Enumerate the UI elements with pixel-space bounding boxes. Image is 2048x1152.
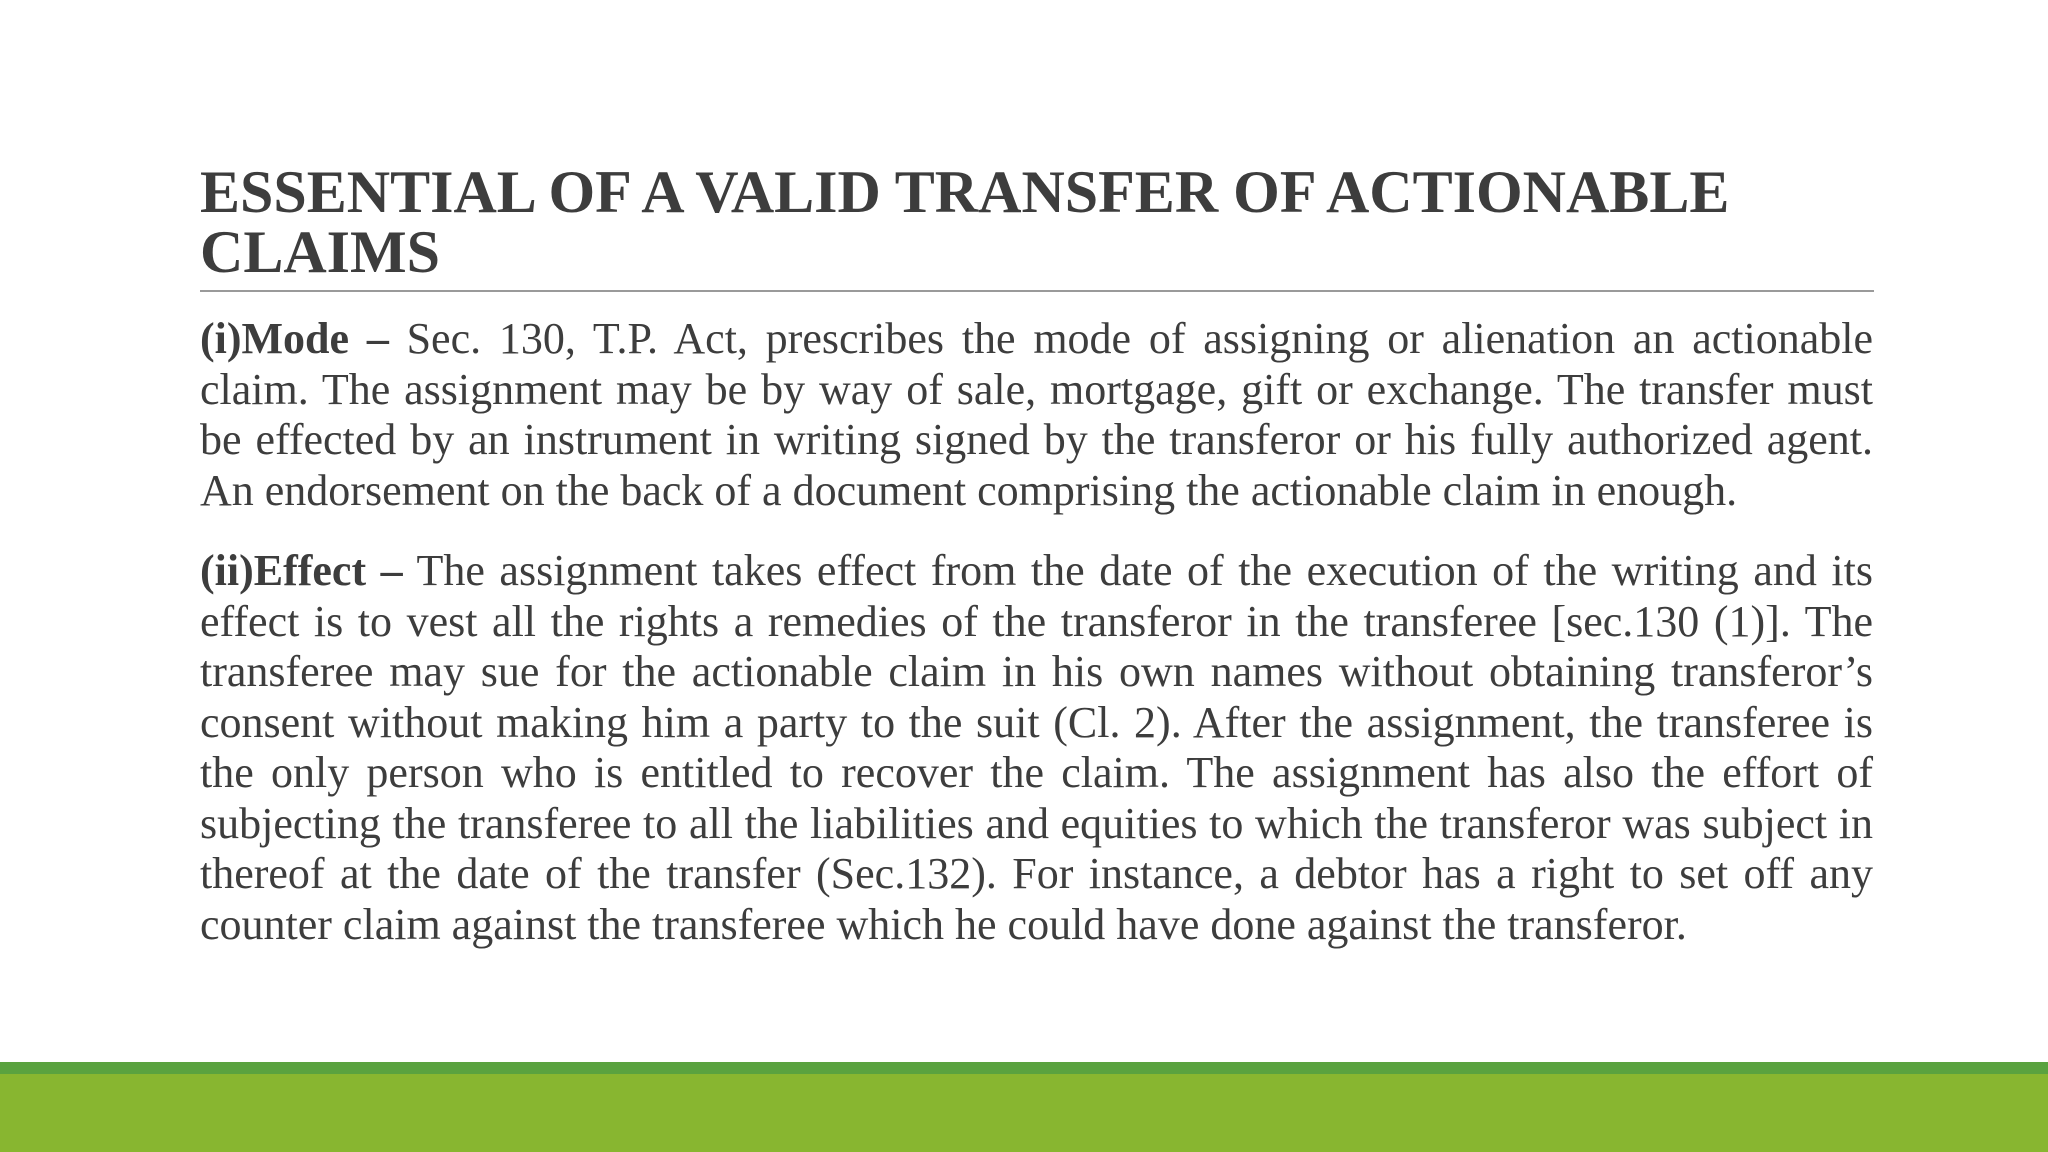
paragraph-text-mode: Sec. 130, T.P. Act, prescribes the mode of assigning or alienation an actionable claim. The assignment may be by way of sale, mortgage, gift or exchange. The transfer must be effected by an instrument in writing signed by the transferor or his fully authorized agent. An endorsement on the back of a document comprising the actionable claim in enough. <box>200 314 1874 515</box>
slide-body <box>200 314 1873 950</box>
paragraph-lead-mode: (i)Mode – <box>200 314 389 363</box>
footer-accent-line <box>0 1062 2048 1074</box>
slide-title: ESSENTIAL OF A VALID TRANSFER OF ACTIONABLE CLAIMS <box>200 159 1730 285</box>
footer-band <box>0 1074 2048 1152</box>
paragraph-text-effect: The assignment takes effect from the date of the execution of the writing and its effect is to vest all the rights a remedies of the transferor in the transferee [sec.130 (1)]. The transferee may sue for the actionable claim in his own names without obtaining transferor’s consent without making him a party to the suit (Cl. 2). After the assignment, the transferee is the only person who is entitled to recover the claim. The assignment has also the effort of subjecting the transferee to all the liabilities and equities to which the transferor was subject in thereof at the date of the transfer (Sec.132). For instance, a debtor has a right to set off any counter claim against the transferee which he could have done against the transferor. <box>200 546 1874 949</box>
paragraph-mode <box>200 314 1873 516</box>
paragraph-lead-effect: (ii)Effect – <box>200 546 403 595</box>
title-divider <box>200 290 1874 292</box>
paragraph-effect <box>200 546 1873 950</box>
